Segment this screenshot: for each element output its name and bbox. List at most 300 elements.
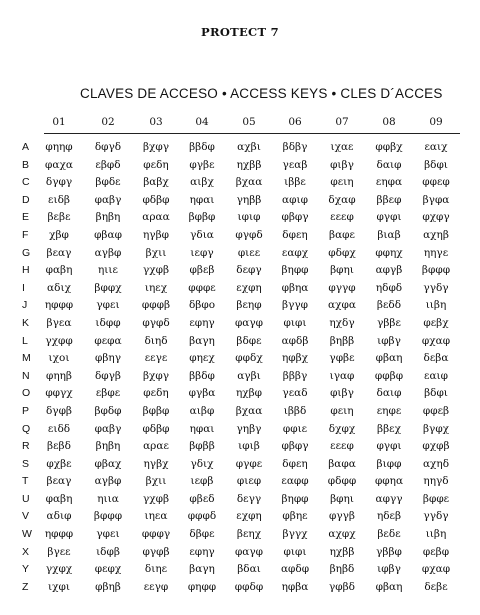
key-cell: βαφα [328, 457, 356, 470]
key-cell: βεδδ [376, 299, 402, 312]
key-cell: εαφφ [281, 475, 309, 488]
key-cell: αγβφ [94, 475, 122, 488]
key-cell: βγεα [46, 316, 72, 329]
key-cell: εεεφ [330, 211, 354, 224]
page-title: PROTECT 7 [201, 25, 279, 39]
key-cell: βεβδ [47, 440, 71, 453]
key-cell: βηβη [95, 211, 121, 224]
key-cell: φφφβ [141, 299, 171, 312]
key-cell: δφεη [282, 457, 308, 470]
key-cell: βφδφ [94, 404, 122, 417]
key-cell: εεγε [144, 352, 168, 365]
row-letter: E [22, 211, 30, 224]
row-letter: Y [22, 563, 30, 576]
key-cell: βφββ [189, 440, 215, 453]
table-row [0, 247, 480, 265]
key-cell: ηφβχ [281, 352, 309, 365]
column-header: 06 [288, 116, 302, 128]
key-cell: φφγχ [45, 387, 73, 400]
key-cell: ηχβφ [235, 387, 263, 400]
key-cell: γφβε [329, 352, 355, 365]
key-cell: βηφφ [281, 492, 309, 505]
key-cell: φφηα [374, 475, 404, 488]
key-cell: εχφη [236, 510, 262, 523]
key-cell: ιφιφ [237, 211, 261, 224]
table-row [0, 405, 480, 423]
key-cell: αραα [142, 211, 170, 224]
key-cell: ηχββ [329, 545, 355, 558]
key-cell: εφηγ [189, 316, 215, 329]
row-letter: X [22, 545, 30, 558]
key-cell: εβφε [95, 387, 121, 400]
key-cell: δεγγ [236, 492, 262, 505]
row-letter: L [22, 334, 28, 347]
key-cell: δβφο [188, 299, 216, 312]
key-cell: ιχφι [48, 580, 70, 593]
key-cell: φηφφ [187, 580, 217, 593]
key-cell: φεδη [143, 158, 169, 171]
key-cell: αγβι [237, 369, 261, 382]
key-cell: ιιβη [425, 299, 447, 312]
key-cell: δεβε [424, 580, 448, 593]
key-cell: αχηδ [422, 457, 450, 470]
key-cell: ηφβα [281, 580, 309, 593]
key-cell: φβφγ [281, 440, 309, 453]
key-cell: βδφι [424, 158, 448, 171]
key-cell: ιφβγ [377, 563, 401, 576]
key-cell: αφγγ [375, 492, 403, 505]
key-cell: αχφχ [328, 528, 356, 541]
key-cell: βγεε [47, 545, 71, 558]
key-cell: γηβγ [236, 422, 262, 435]
key-cell: δεβα [423, 352, 449, 365]
key-cell: διηδ [144, 334, 168, 347]
key-cell: γγδγ [423, 510, 449, 523]
key-cell: γγδγ [423, 281, 449, 294]
key-cell: βηφφ [281, 264, 309, 277]
key-cell: ιχοι [48, 352, 70, 365]
key-cell: διηε [144, 563, 168, 576]
key-cell: φαβη [45, 492, 73, 505]
column-header: 09 [429, 116, 443, 128]
table-row [0, 229, 480, 247]
key-cell: φγφι [376, 211, 402, 224]
key-cell: φειη [330, 404, 354, 417]
row-letter: V [22, 510, 30, 523]
table-row [0, 141, 480, 159]
key-cell: ιγαφ [329, 369, 355, 382]
key-cell: φγφβ [142, 545, 170, 558]
key-cell: φγφε [235, 457, 263, 470]
row-letter: Q [22, 422, 31, 435]
key-cell: ιηεα [144, 510, 168, 523]
column-header: 07 [335, 116, 349, 128]
column-header: 02 [101, 116, 115, 128]
key-cell: γεαδ [282, 387, 308, 400]
table-row [0, 159, 480, 177]
key-cell: βφφφ [93, 510, 123, 523]
key-cell: φβφγ [281, 211, 309, 224]
key-cell: βδφι [424, 387, 448, 400]
table-row [0, 493, 480, 511]
column-header: 03 [149, 116, 163, 128]
table-row [0, 510, 480, 528]
key-cell: φγβα [188, 387, 216, 400]
key-cell: βγγχ [282, 528, 308, 541]
key-cell: ιδφβ [96, 545, 120, 558]
key-cell: ιιβη [425, 528, 447, 541]
key-cell: εηφα [375, 176, 403, 189]
key-cell: φαβγ [94, 193, 122, 206]
key-cell: φηηφ [45, 141, 73, 153]
key-cell: ηιια [97, 492, 119, 505]
key-cell: βηββ [329, 334, 355, 347]
key-cell: βδφε [236, 334, 262, 347]
table-row [0, 299, 480, 317]
row-letter: K [22, 316, 30, 329]
key-cell: γδια [190, 228, 214, 241]
key-cell: φφφγ [141, 528, 171, 541]
key-cell: βγφχ [422, 422, 450, 435]
key-cell: ηδεβ [376, 510, 402, 523]
key-cell: δαιφ [376, 387, 402, 400]
key-cell: βφφφ [421, 264, 451, 277]
key-cell: ηφφφ [44, 299, 74, 312]
key-cell: φεφα [94, 334, 122, 347]
key-cell: βιφφ [376, 457, 402, 470]
key-cell: αραε [143, 440, 169, 453]
key-cell: φαβη [45, 264, 73, 277]
key-cell: φιβγ [330, 387, 354, 400]
table-row [0, 528, 480, 546]
key-cell: βεαγ [46, 246, 72, 259]
table-row [0, 194, 480, 212]
key-cell: βεβε [47, 211, 71, 224]
key-cell: φφβφ [374, 369, 404, 382]
key-cell: εαιφ [424, 369, 448, 382]
key-cell: δχαφ [328, 193, 356, 206]
key-cell: ηφαι [189, 422, 215, 435]
key-cell: φγφδ [142, 316, 170, 329]
key-cell: φηηβ [45, 369, 72, 382]
key-cell: βφβφ [142, 404, 170, 417]
row-letter: T [22, 475, 29, 488]
table-row [0, 352, 480, 370]
key-cell: δχφχ [328, 422, 356, 435]
key-cell: γδιχ [190, 457, 214, 470]
key-cell: φβαφ [94, 228, 122, 241]
key-cell: ηδφδ [375, 281, 403, 294]
key-cell: βφφε [422, 492, 450, 505]
key-cell: γχφφ [45, 334, 73, 347]
key-cell: φεδη [143, 387, 169, 400]
key-cell: εχφη [236, 281, 262, 294]
table-row [0, 581, 480, 599]
key-cell: βχιι [145, 246, 167, 259]
key-cell: βφηι [330, 492, 354, 505]
key-cell: δβφε [189, 528, 215, 541]
key-cell: εηφε [376, 404, 402, 417]
key-cell: γφβδ [328, 580, 356, 593]
key-cell: ηηγε [423, 246, 449, 259]
key-cell: φχφγ [422, 211, 450, 224]
key-cell: δγφγ [45, 176, 73, 189]
key-cell: ειδβ [48, 193, 70, 206]
key-cell: αφδφ [280, 563, 310, 576]
row-letter: N [22, 369, 30, 382]
key-cell: γεαβ [282, 158, 308, 171]
key-cell: φφφδ [187, 510, 217, 523]
table-heading: CLAVES DE ACCESO • ACCESS KEYS • CLES D´ACCES [80, 86, 443, 101]
key-cell: ιφβγ [377, 334, 401, 347]
key-cell: βιαβ [377, 228, 401, 241]
key-cell: αφιφ [282, 193, 308, 206]
key-cell: βαγη [189, 334, 215, 347]
key-cell: εεεφ [330, 440, 354, 453]
key-cell: ιββε [284, 176, 306, 189]
key-cell: γχφβ [142, 492, 170, 505]
key-cell: φφιε [282, 422, 308, 435]
table-row [0, 176, 480, 194]
key-cell: φδφχ [328, 246, 356, 259]
row-letter: F [22, 228, 29, 241]
header-divider [44, 133, 460, 134]
key-cell: φγβε [189, 158, 215, 171]
key-cell: φβεβ [189, 264, 215, 277]
key-cell: φδφφ [327, 475, 357, 488]
key-cell: βηβδ [329, 563, 355, 576]
key-cell: βεηφ [236, 299, 262, 312]
key-cell: φβηε [282, 510, 308, 523]
key-cell: βδβγ [282, 141, 308, 153]
row-letter: C [22, 176, 30, 189]
key-cell: βεηχ [236, 528, 262, 541]
table-row [0, 370, 480, 388]
key-cell: βηβη [95, 440, 121, 453]
key-cell: γφει [96, 299, 120, 312]
key-cell: αχφα [328, 299, 356, 312]
column-header: 04 [195, 116, 209, 128]
key-table-body [0, 141, 480, 598]
key-cell: βεαγ [46, 475, 72, 488]
row-letter: R [22, 440, 30, 453]
key-cell: φβηβ [95, 580, 121, 593]
key-cell: φγγφ [328, 281, 356, 294]
key-cell: ηχδγ [329, 316, 355, 329]
key-cell: βχαα [235, 404, 263, 417]
row-letter: P [22, 404, 30, 417]
key-cell: φχαφ [421, 334, 451, 347]
key-cell: φβαη [375, 352, 403, 365]
key-cell: φαγφ [234, 545, 264, 558]
key-cell: βχφγ [142, 141, 170, 153]
key-cell: αιβχ [190, 176, 214, 189]
table-row [0, 546, 480, 564]
key-cell: φφηχ [375, 246, 403, 259]
row-letter: O [22, 387, 31, 400]
key-cell: ιδφφ [95, 316, 121, 329]
key-cell: φηεχ [189, 352, 215, 365]
key-cell: ββδφ [189, 369, 215, 382]
key-cell: γηββ [236, 193, 262, 206]
key-cell: εβφδ [95, 158, 121, 171]
table-row [0, 282, 480, 300]
key-cell: βφδε [95, 176, 121, 189]
table-row [0, 317, 480, 335]
key-cell: ββεφ [376, 193, 402, 206]
key-cell: ιββδ [283, 404, 307, 417]
key-cell: βββγ [282, 369, 308, 382]
key-cell: φιβγ [330, 158, 354, 171]
key-cell: φφεφ [422, 176, 450, 189]
key-cell: δφγδ [94, 141, 122, 153]
key-cell: ιεφγ [190, 246, 214, 259]
key-cell: ιηεχ [144, 281, 168, 294]
key-cell: ιεφβ [190, 475, 214, 488]
key-cell: ηγβχ [143, 457, 169, 470]
table-row [0, 387, 480, 405]
key-cell: βφηι [330, 264, 354, 277]
key-cell: δγφβ [45, 404, 73, 417]
key-cell: γχφχ [45, 563, 73, 576]
key-cell: βχαα [235, 176, 263, 189]
table-row [0, 423, 480, 441]
key-cell: βγφα [422, 193, 450, 206]
key-cell: φγγβ [329, 510, 355, 523]
table-row [0, 458, 480, 476]
row-letter: B [22, 158, 30, 171]
key-cell: αδιφ [46, 510, 72, 523]
key-cell: αφδβ [281, 334, 309, 347]
key-cell: αδιχ [47, 281, 71, 294]
key-cell: βαφε [329, 228, 355, 241]
key-cell: γββε [377, 316, 401, 329]
row-letter: U [22, 492, 30, 505]
key-cell: αχηβ [423, 228, 449, 241]
column-header: 01 [52, 116, 66, 128]
key-cell: φβαχ [94, 457, 122, 470]
key-cell: φφφε [188, 281, 216, 294]
key-cell: δαιφ [376, 158, 402, 171]
key-cell: ηηγδ [423, 475, 449, 488]
table-row [0, 440, 480, 458]
key-cell: χβφ [49, 228, 69, 241]
key-cell: βαγη [189, 563, 215, 576]
table-row [0, 211, 480, 229]
row-letter: A [22, 141, 30, 153]
key-cell: φφδφ [234, 580, 264, 593]
key-cell: φεβχ [423, 316, 449, 329]
table-row [0, 335, 480, 353]
key-cell: ηφαι [189, 193, 215, 206]
key-cell: φδβφ [142, 422, 170, 435]
key-cell: φβηγ [95, 352, 121, 365]
table-row [0, 264, 480, 282]
key-cell: εαφχ [281, 246, 309, 259]
key-cell: βχφγ [142, 369, 170, 382]
key-cell: αχβι [237, 141, 261, 153]
key-cell: φιφι [283, 545, 307, 558]
row-letter: W [22, 528, 32, 541]
row-letter: S [22, 457, 30, 470]
key-cell: φειη [330, 176, 354, 189]
key-cell: ειδδ [47, 422, 71, 435]
row-letter: J [22, 299, 28, 312]
key-cell: ιχαε [330, 141, 354, 153]
key-cell: εφηγ [189, 545, 215, 558]
key-cell: γββφ [376, 545, 402, 558]
key-cell: φφεβ [422, 404, 450, 417]
key-cell: βχιι [145, 475, 167, 488]
key-cell: φχφβ [422, 440, 450, 453]
key-cell: βδαι [237, 563, 261, 576]
key-cell: φδβφ [142, 193, 170, 206]
key-cell: φαχα [45, 158, 73, 171]
key-cell: φιεφ [236, 475, 262, 488]
key-cell: φιφι [283, 316, 307, 329]
key-cell: φαβγ [94, 422, 122, 435]
table-row [0, 475, 480, 493]
key-cell: φαγφ [234, 316, 264, 329]
key-cell: φβηα [281, 281, 309, 294]
key-cell: ιφιβ [238, 440, 260, 453]
key-cell: φφδχ [235, 352, 263, 365]
key-cell: ββδφ [189, 141, 215, 153]
column-header: 05 [242, 116, 256, 128]
key-cell: αφγβ [375, 264, 403, 277]
key-cell: φεφχ [94, 563, 122, 576]
key-cell: ηγβφ [143, 228, 169, 241]
key-cell: ηφφφ [44, 528, 74, 541]
column-header: 08 [382, 116, 396, 128]
key-cell: ηιιε [98, 264, 118, 277]
row-letter: Z [22, 580, 29, 593]
key-cell: φγφι [376, 440, 402, 453]
key-cell: φιεε [237, 246, 261, 259]
key-cell: φγφδ [235, 228, 263, 241]
key-cell: βφβφ [188, 211, 216, 224]
key-cell: γχφβ [142, 264, 170, 277]
key-cell: εαιχ [424, 141, 448, 153]
key-cell: ηχββ [236, 158, 262, 171]
key-cell: αγβφ [94, 246, 122, 259]
key-cell: φβεδ [189, 492, 215, 505]
row-letter: I [22, 281, 25, 294]
key-cell: βφφχ [94, 281, 122, 294]
key-cell: αιβφ [189, 404, 215, 417]
key-cell: φχβε [46, 457, 72, 470]
row-letter: G [22, 246, 31, 259]
key-cell: εεγφ [143, 580, 169, 593]
key-cell: βεδε [377, 528, 401, 541]
key-cell: φφβχ [375, 141, 403, 153]
key-cell: βγγφ [282, 299, 308, 312]
key-cell: ββεχ [377, 422, 401, 435]
key-cell: δεφγ [236, 264, 262, 277]
key-cell: δφγβ [94, 369, 122, 382]
key-cell: δφεη [282, 228, 308, 241]
key-cell: γφει [96, 528, 120, 541]
key-cell: φχαφ [421, 563, 451, 576]
key-cell: φεβφ [422, 545, 450, 558]
row-letter: D [22, 193, 30, 206]
row-letter: M [22, 352, 31, 365]
column-header-row [0, 116, 480, 132]
table-row [0, 563, 480, 581]
key-cell: βαβχ [143, 176, 169, 189]
key-cell: φβαη [375, 580, 403, 593]
row-letter: H [22, 264, 30, 277]
